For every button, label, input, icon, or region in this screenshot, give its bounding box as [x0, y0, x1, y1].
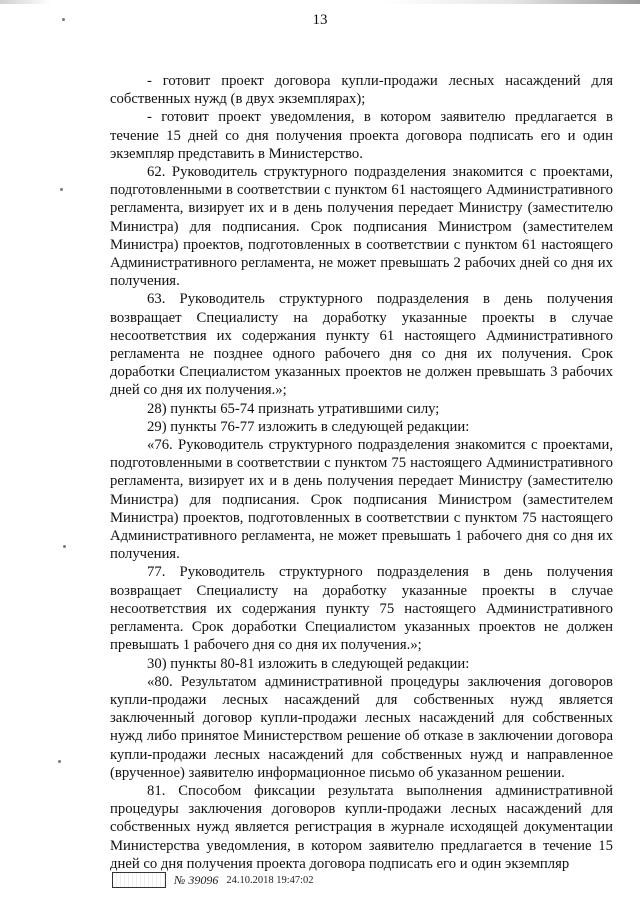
paragraph: 81. Способом фиксации результата выполнения административной процедуры заключения договоров купли-продажи лесных насаждений для собственных нужд является регистрация в журнале исходящей документации Министерства уведомления, в котором заявителю предлагается в течение 15 дней со дня получения проекта договора подписать его и один экземпляр [110, 782, 613, 872]
scan-edge-shadow [0, 0, 640, 4]
document-body [110, 72, 613, 873]
scan-dust-mark [63, 545, 66, 548]
paragraph: 29) пункты 76-77 изложить в следующей редакции: [147, 418, 470, 435]
paragraph: 28) пункты 65-74 признать утратившими силу; [147, 400, 440, 417]
footer-registration [112, 872, 314, 888]
paragraph: - готовит проект уведомления, в котором заявителю предлагается в течение 15 дней со дня получения проекта договора подписать его и один экземпляр представить в Министерство. [110, 109, 613, 162]
scan-dust-mark [58, 760, 61, 763]
footer-registration-number: № 39096 [174, 872, 219, 887]
paragraph: «80. Результатом административной процедуры заключения договоров купли-продажи лесных насаждений для собственных нужд является заключенный договор купли-продажи лесных насаждений для собственных нужд либо принятое Министерством решение об отказе в заключении договора купли-продажи лесных насаждений для собственных нужд и направленное (врученное) заявителю информационное письмо об указанном решении. [110, 673, 613, 781]
footer-datetime: 24.10.2018 19:47:02 [226, 874, 314, 886]
scan-dust-mark [60, 188, 63, 191]
barcode-stamp-icon [112, 872, 166, 888]
paragraph: 30) пункты 80-81 изложить в следующей редакции: [147, 655, 470, 672]
paragraph: - готовит проект договора купли-продажи лесных насаждений для собственных нужд (в двух экземплярах); [110, 73, 613, 108]
paragraph: «76. Руководитель структурного подразделения знакомится с проектами, подготовленными в соответствии с пунктом 75 настоящего Административного регламента, визирует их и в день получения передает Министру (заместителю Министра) для подписания. Срок подписания Министром (заместителем Министра) проектов, подготовленных в соответствии с пунктом 75 настоящего Административного регламента, не может превышать 1 рабочего дня со дня их получения. [110, 437, 613, 563]
paragraph: 77. Руководитель структурного подразделения в день получения возвращает Специалисту на доработку указанные проекты в случае несоответствия их содержания пункту 75 настоящего Административного регламента. Срок доработки Специалистом указанных проектов не должен превышать 1 рабочего дня со дня их получения.»; [110, 564, 613, 654]
page-number: 13 [312, 12, 328, 28]
paragraph: 63. Руководитель структурного подразделения в день получения возвращает Специалисту на доработку указанные проекты в случае несоответствия их содержания пункту 61 настоящего Административного регламента не позднее одного рабочего дня со дня их получения. Срок доработки Специалистом указанных проектов не должен превышать 3 рабочих дней со дня их получения.»; [110, 291, 613, 399]
paragraph: 62. Руководитель структурного подразделения знакомится с проектами, подготовленными в соответствии с пунктом 61 настоящего Административного регламента, визирует их и в день получения передает Министру (заместителю Министра) для подписания. Срок подписания Министром (заместителем Министра) проектов, подготовленных в соответствии с пунктом 61 настоящего Административного регламента, не может превышать 2 рабочих дней со дня их получения. [110, 164, 613, 290]
